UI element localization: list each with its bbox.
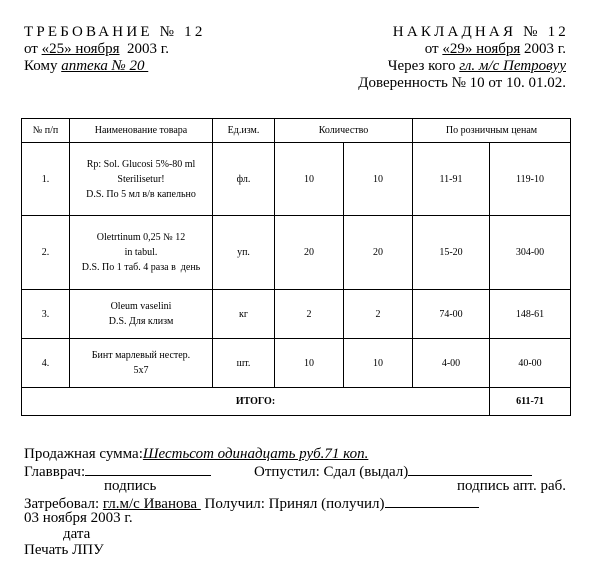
col-header-retail: По розничным ценам xyxy=(413,119,571,143)
name-line: D.S. По 5 мл в/в капельно xyxy=(86,188,196,200)
name-line: D.S. По 1 таб. 4 раза в день xyxy=(81,262,201,273)
table-row xyxy=(22,216,571,290)
row-unit: уп. xyxy=(213,216,275,290)
row-price: 74-00 xyxy=(413,290,490,339)
col-header-quantity: Количество xyxy=(275,119,413,143)
received-label: Получил: Принял (получил) xyxy=(200,496,385,512)
row-sum: 148-61 xyxy=(490,290,571,339)
sale-value: Шестьсот одинадцать руб.71 коп. xyxy=(142,446,369,462)
sale-label: Продажная сумма: xyxy=(24,446,143,462)
row-name xyxy=(70,290,213,339)
pharm-signature-caption: подпись апт. раб. xyxy=(457,478,566,494)
invoice-date-day: «29» ноября xyxy=(442,41,521,57)
row-num: 4. xyxy=(22,339,70,388)
invoice-date xyxy=(425,41,566,58)
goods-table xyxy=(21,118,571,416)
invoice-via xyxy=(388,58,566,75)
invoice-title: НАКЛАДНАЯ № 12 xyxy=(392,24,569,40)
row-qty-released: 20 xyxy=(344,216,413,290)
row-unit: шт. xyxy=(213,339,275,388)
requested-label: Затребовал: xyxy=(24,496,103,512)
signature-caption: подпись xyxy=(104,478,157,494)
name-line: in tabul. xyxy=(124,247,158,258)
row-qty-requested: 10 xyxy=(275,339,344,388)
requisition-title: ТРЕБОВАНИЕ № 12 xyxy=(24,24,206,40)
sale-sum-line xyxy=(24,446,368,462)
to-label: Кому xyxy=(24,58,62,74)
col-header-num: № п/п xyxy=(22,119,70,143)
name-line: Sterilisetur! xyxy=(117,173,165,185)
row-sum: 40-00 xyxy=(490,339,571,388)
name-line: Oletrtinum 0,25 № 12 xyxy=(96,232,186,243)
row-qty-requested: 2 xyxy=(275,290,344,339)
table-header-row xyxy=(22,119,571,143)
released-label: Отпустил: Сдал (выдал) xyxy=(254,464,409,480)
total-label: ИТОГО: xyxy=(22,388,490,416)
released-signature-line xyxy=(408,462,532,476)
row-unit: кг xyxy=(213,290,275,339)
row-sum: 304-00 xyxy=(490,216,571,290)
row-name xyxy=(70,143,213,216)
row-name xyxy=(70,216,213,290)
row-price: 11-91 xyxy=(413,143,490,216)
received-signature-line xyxy=(385,494,479,508)
requisition-recipient xyxy=(24,58,148,75)
date-year: 2003 г. xyxy=(119,41,170,57)
date-prefix: от xyxy=(24,41,42,57)
chief-signature-line xyxy=(85,462,211,476)
total-value: 611-71 xyxy=(490,388,571,416)
table-row xyxy=(22,290,571,339)
invoice-date-prefix: от xyxy=(424,41,443,57)
total-row xyxy=(22,388,571,416)
row-num: 3. xyxy=(22,290,70,339)
date-caption: дата xyxy=(63,526,91,542)
row-qty-released: 2 xyxy=(344,290,413,339)
name-line: Rp: Sol. Glucosi 5%-80 ml xyxy=(86,158,196,170)
row-unit: фл. xyxy=(213,143,275,216)
invoice-date-year: 2003 г. xyxy=(520,41,566,57)
date-day: «25» ноября xyxy=(41,41,120,57)
col-header-name: Наименование товара xyxy=(70,119,213,143)
row-sum: 119-10 xyxy=(490,143,571,216)
row-name xyxy=(70,339,213,388)
row-qty-released: 10 xyxy=(344,339,413,388)
row-num: 2. xyxy=(22,216,70,290)
row-qty-requested: 10 xyxy=(275,143,344,216)
name-line: Oleum vaselini xyxy=(110,301,172,312)
row-qty-released: 10 xyxy=(344,143,413,216)
col-header-unit: Ед.изм. xyxy=(213,119,275,143)
chief-label-text: Главврач: xyxy=(24,464,86,480)
date-value: 03 ноября 2003 г. xyxy=(24,510,133,526)
stamp-label: Печать ЛПУ xyxy=(24,542,104,558)
to-value: аптека № 20 xyxy=(61,58,149,74)
row-price: 15-20 xyxy=(413,216,490,290)
via-value: гл. м/с Петровуу xyxy=(459,58,566,74)
table-row xyxy=(22,143,571,216)
proxy-line: Доверенность № 10 от 10. 01.02. xyxy=(358,75,566,91)
table-row xyxy=(22,339,571,388)
name-line: D.S. Для клизм xyxy=(108,316,174,327)
via-label: Через кого xyxy=(387,58,460,74)
name-line: Бинт марлевый нестер. xyxy=(91,350,191,361)
requisition-date xyxy=(24,41,169,58)
row-qty-requested: 20 xyxy=(275,216,344,290)
row-num: 1. xyxy=(22,143,70,216)
row-price: 4-00 xyxy=(413,339,490,388)
requested-value: гл.м/с Иванова xyxy=(102,496,201,512)
name-line: 5х7 xyxy=(133,365,149,376)
